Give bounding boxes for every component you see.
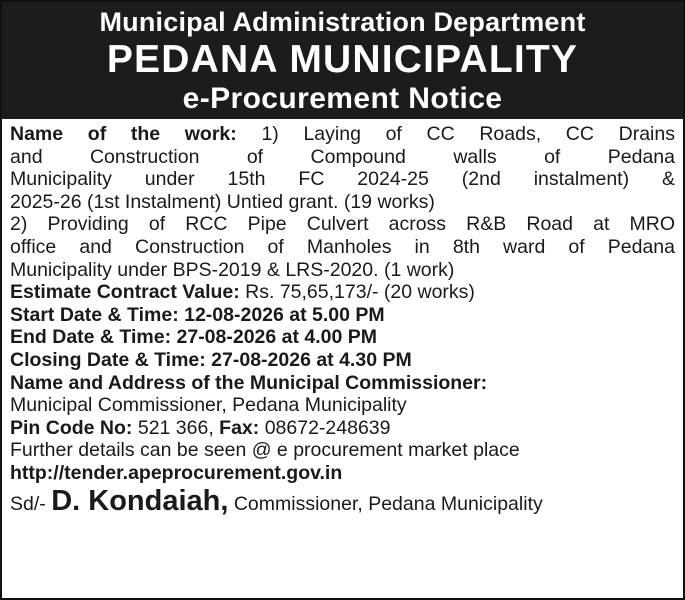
end-date-line [10,326,675,349]
notice-type-title: e-Procurement Notice [182,82,503,115]
work-line-2: and Construction of Compound walls of Pedana [10,145,675,168]
tender-url-line [10,462,675,485]
start-date: Start Date & Time: 12-08-2026 at 5.00 PM [10,303,385,326]
work-line-3: Municipality under 15th FC 2024-25 (2nd instalment) & [10,168,675,191]
pin-label: Pin Code No: [10,416,133,439]
signature-line [10,486,675,519]
municipality-title: PEDANA MUNICIPALITY [106,38,579,81]
signature-prefix: Sd/- [10,492,46,515]
notice-body [2,119,683,519]
end-date: End Date & Time: 27-08-2026 at 4.00 PM [10,326,378,349]
closing-date: Closing Date & Time: 27-08-2026 at 4.30 PM [10,348,412,371]
work-line-7: Municipality under BPS-2019 & LRS-2020. (1 work) [10,258,455,281]
fax-value: 08672-248639 [264,416,391,439]
commissioner-designation: Commissioner, Pedana Municipality [233,492,543,515]
work-line-6: office and Construction of Manholes in 8th ward of Pedana [10,235,675,258]
department-title: Municipal Administration Department [99,7,586,37]
commissioner-address: Municipal Commissioner, Pedana Municipality [10,394,407,417]
notice-header [2,2,683,119]
fax-label: Fax: [219,416,260,439]
work-line-4: 2025-26 (1st Instalment) Untied grant. (19 works) [10,190,435,213]
work-label: Name of the work: [10,123,237,145]
estimate-value: Rs. 75,65,173/- (20 works) [245,281,475,304]
pin-value: 521 366, [137,416,214,439]
commissioner-heading-line [10,372,675,395]
estimate-label: Estimate Contract Value: [10,281,240,304]
work-text-1: 1) Laying of CC Roads, CC Drains [261,123,675,145]
work-line-1 [10,123,675,146]
commissioner-heading: Name and Address of the Municipal Commissioner: [10,371,488,394]
contact-line [10,417,675,440]
work-line-5: 2) Providing of RCC Pipe Culvert across R&B Road at MRO [10,213,675,236]
further-details: Further details can be seen @ e procurement market place [10,439,520,462]
tender-url: http://tender.apeprocurement.gov.in [10,461,343,484]
commissioner-name: D. Kondaiah, [51,484,229,517]
start-date-line [10,304,675,327]
estimate-line [10,281,675,304]
closing-date-line [10,349,675,372]
